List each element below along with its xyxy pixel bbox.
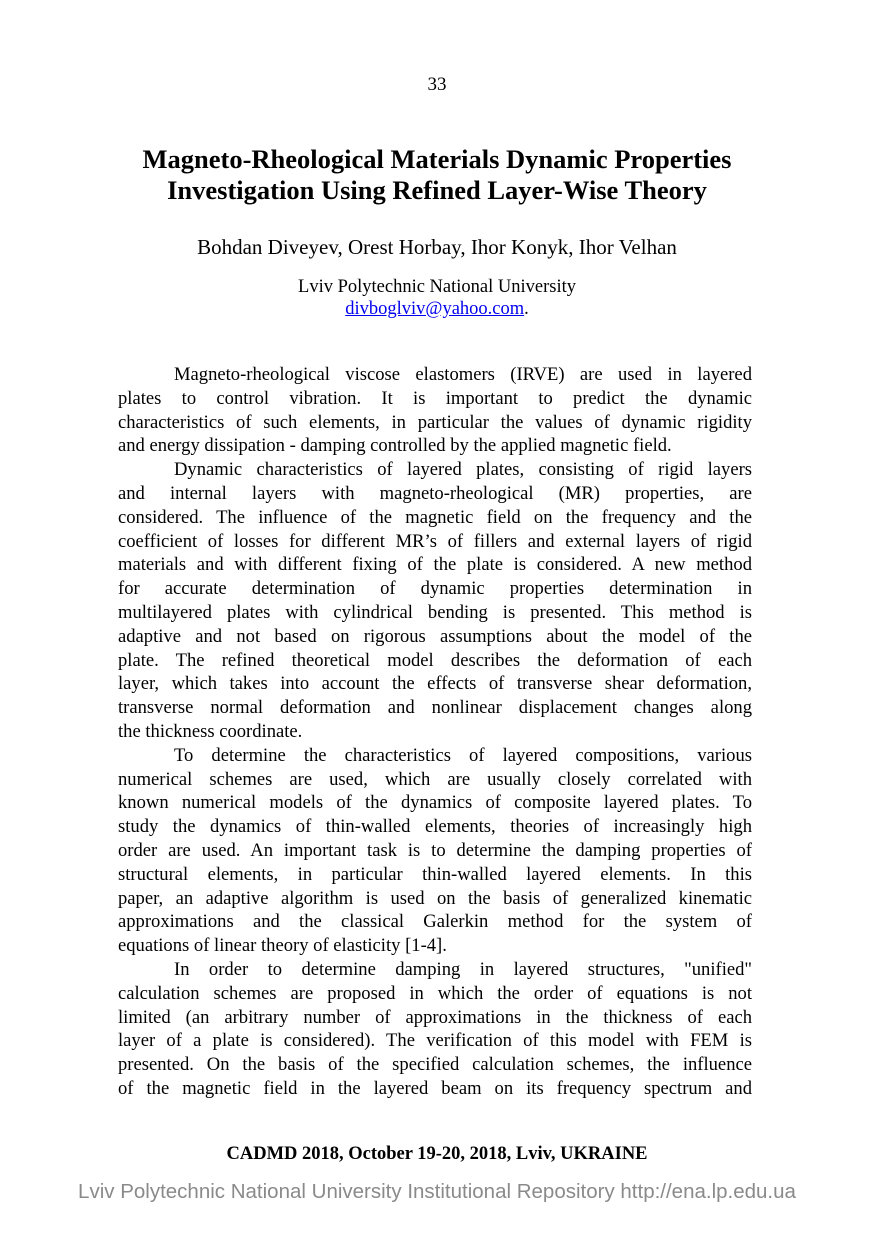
text-line: for accurate determination of dynamic properties determination in: [118, 578, 752, 600]
text-line: study the dynamics of thin-walled elements, theories of increasingly high: [118, 816, 752, 838]
repository-watermark: Lviv Polytechnic National University Institutional Repository http://ena.lp.edu.ua: [78, 1180, 796, 1203]
text-line: layer, which takes into account the effects of transverse shear deformation,: [118, 673, 752, 695]
text-line: materials and with different fixing of the plate is considered. A new method: [118, 554, 752, 576]
text-line: structural elements, in particular thin-walled layered elements. In this: [118, 863, 752, 885]
text-line: and internal layers with magneto-rheological (MR) properties, are: [118, 482, 752, 504]
text-line: layer of a plate is considered). The verification of this model with FEM is: [118, 1030, 752, 1052]
text-line: In order to determine damping in layered structures, "unified": [174, 958, 752, 980]
text-line: presented. On the basis of the specified calculation schemes, the influence: [118, 1054, 752, 1076]
text-line: multilayered plates with cylindrical bending is presented. This method is: [118, 601, 752, 623]
conference-footer: CADMD 2018, October 19-20, 2018, Lviv, UKRAINE: [226, 1144, 648, 1164]
page-number: 33: [427, 74, 447, 95]
title-line: Magneto-Rheological Materials Dynamic Properties: [142, 144, 732, 174]
text-line: transverse normal deformation and nonlinear displacement changes along: [118, 697, 752, 719]
text-line: equations of linear theory of elasticity [1-4].: [118, 935, 447, 957]
email-suffix: .: [524, 299, 529, 319]
text-line: coefficient of losses for different MR’s of fillers and external layers of rigid: [118, 530, 752, 552]
text-line: numerical schemes are used, which are usually closely correlated with: [118, 768, 752, 790]
affiliation-block: [0, 276, 874, 320]
title-line: Investigation Using Refined Layer-Wise Theory: [167, 175, 707, 205]
paragraph: [118, 744, 752, 958]
text-line: the thickness coordinate.: [118, 720, 303, 742]
text-line: Dynamic characteristics of layered plates, consisting of rigid layers: [174, 459, 752, 481]
paragraph: [118, 458, 752, 744]
paragraph: [118, 363, 752, 458]
text-line: approximations and the classical Galerkin method for the system of: [118, 911, 752, 933]
text-line: Magneto-rheological viscose elastomers (IRVE) are used in layered: [174, 364, 752, 385]
paper-title: [0, 144, 874, 206]
affiliation: Lviv Polytechnic National University: [298, 277, 576, 297]
text-line: adaptive and not based on rigorous assumptions about the model of the: [118, 625, 752, 647]
email-link[interactable]: divboglviv@yahoo.com: [345, 299, 525, 319]
text-line: considered. The influence of the magnetic field on the frequency and the: [118, 506, 752, 528]
text-line: characteristics of such elements, in particular the values of dynamic rigidity: [118, 411, 752, 433]
text-line: known numerical models of the dynamics of composite layered plates. To: [118, 792, 752, 814]
authors: Bohdan Diveyev, Orest Horbay, Ihor Konyk, Ihor Velhan: [197, 235, 677, 259]
abstract-body: [118, 363, 752, 1101]
paragraph: [118, 958, 752, 1101]
text-line: and energy dissipation - damping controlled by the applied magnetic field.: [118, 435, 672, 457]
text-line: calculation schemes are proposed in which the order of equations is not: [118, 982, 752, 1004]
text-line: plates to control vibration. It is important to predict the dynamic: [118, 387, 752, 409]
text-line: To determine the characteristics of layered compositions, various: [174, 744, 752, 766]
text-line: plate. The refined theoretical model describes the deformation of each: [118, 649, 752, 671]
text-line: order are used. An important task is to determine the damping properties of: [118, 839, 752, 861]
text-line: limited (an arbitrary number of approximations in the thickness of each: [118, 1006, 752, 1028]
text-line: of the magnetic field in the layered beam on its frequency spectrum and: [118, 1077, 752, 1099]
text-line: paper, an adaptive algorithm is used on the basis of generalized kinematic: [118, 887, 752, 909]
